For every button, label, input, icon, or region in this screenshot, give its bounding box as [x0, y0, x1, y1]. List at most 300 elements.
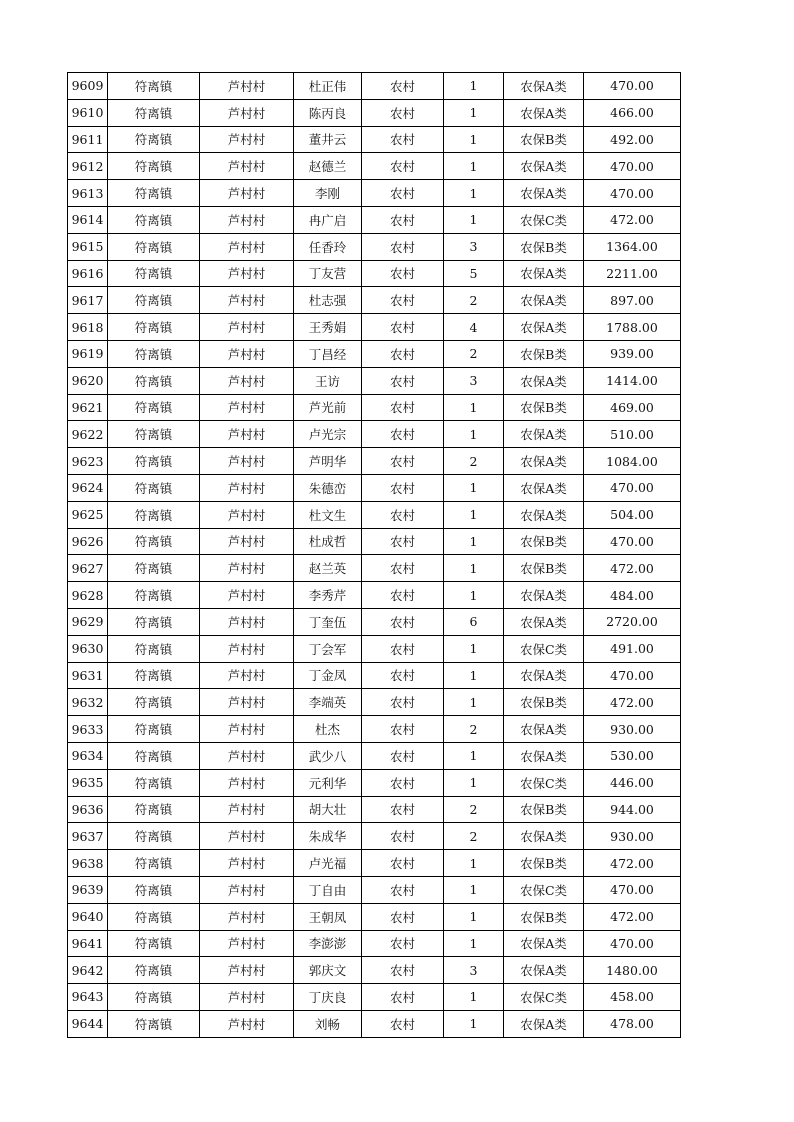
- amount-cell: 504.00: [584, 501, 681, 528]
- insurance-category-cell: 农保A类: [504, 367, 584, 394]
- table-row: [68, 984, 681, 1011]
- insurance-category-cell: 农保A类: [504, 474, 584, 501]
- amount-cell: 470.00: [584, 930, 681, 957]
- household-size-cell: 1: [444, 153, 504, 180]
- household-size-cell: 1: [444, 662, 504, 689]
- record-number: 9620: [68, 367, 108, 394]
- insurance-category-cell: 农保A类: [504, 582, 584, 609]
- amount-cell: 930.00: [584, 823, 681, 850]
- record-number: 9610: [68, 99, 108, 126]
- household-size-cell: 2: [444, 823, 504, 850]
- village-cell: 芦村村: [200, 582, 294, 609]
- table-row: [68, 421, 681, 448]
- name-cell: 杜杰: [294, 716, 362, 743]
- name-cell: 卢光宗: [294, 421, 362, 448]
- household-size-cell: 3: [444, 233, 504, 260]
- area-type-cell: 农村: [362, 206, 444, 233]
- household-size-cell: 1: [444, 126, 504, 153]
- table-row: [68, 180, 681, 207]
- village-cell: 芦村村: [200, 153, 294, 180]
- town-cell: 符离镇: [108, 555, 200, 582]
- name-cell: 芦光前: [294, 394, 362, 421]
- amount-cell: 492.00: [584, 126, 681, 153]
- area-type-cell: 农村: [362, 287, 444, 314]
- town-cell: 符离镇: [108, 930, 200, 957]
- name-cell: 丁昌经: [294, 340, 362, 367]
- village-cell: 芦村村: [200, 957, 294, 984]
- area-type-cell: 农村: [362, 233, 444, 260]
- record-number: 9638: [68, 850, 108, 877]
- town-cell: 符离镇: [108, 394, 200, 421]
- record-number: 9612: [68, 153, 108, 180]
- name-cell: 李秀芹: [294, 582, 362, 609]
- town-cell: 符离镇: [108, 662, 200, 689]
- name-cell: 杜成哲: [294, 528, 362, 555]
- village-cell: 芦村村: [200, 555, 294, 582]
- insurance-category-cell: 农保A类: [504, 1010, 584, 1037]
- table-row: [68, 850, 681, 877]
- name-cell: 王朝凤: [294, 903, 362, 930]
- record-number: 9623: [68, 448, 108, 475]
- table-row: [68, 716, 681, 743]
- record-number: 9633: [68, 716, 108, 743]
- area-type-cell: 农村: [362, 850, 444, 877]
- insurance-category-cell: 农保A类: [504, 99, 584, 126]
- name-cell: 董井云: [294, 126, 362, 153]
- name-cell: 元利华: [294, 769, 362, 796]
- name-cell: 杜志强: [294, 287, 362, 314]
- town-cell: 符离镇: [108, 876, 200, 903]
- household-size-cell: 1: [444, 769, 504, 796]
- insurance-category-cell: 农保B类: [504, 796, 584, 823]
- household-size-cell: 1: [444, 582, 504, 609]
- village-cell: 芦村村: [200, 73, 294, 100]
- village-cell: 芦村村: [200, 474, 294, 501]
- insurance-category-cell: 农保C类: [504, 769, 584, 796]
- table-row: [68, 206, 681, 233]
- area-type-cell: 农村: [362, 608, 444, 635]
- amount-cell: 470.00: [584, 73, 681, 100]
- area-type-cell: 农村: [362, 555, 444, 582]
- town-cell: 符离镇: [108, 528, 200, 555]
- area-type-cell: 农村: [362, 876, 444, 903]
- insurance-category-cell: 农保B类: [504, 528, 584, 555]
- table-row: [68, 876, 681, 903]
- insurance-category-cell: 农保A类: [504, 180, 584, 207]
- table-row: [68, 394, 681, 421]
- household-size-cell: 1: [444, 930, 504, 957]
- area-type-cell: 农村: [362, 823, 444, 850]
- town-cell: 符离镇: [108, 287, 200, 314]
- table-row: [68, 1010, 681, 1037]
- record-number: 9636: [68, 796, 108, 823]
- household-size-cell: 1: [444, 742, 504, 769]
- village-cell: 芦村村: [200, 689, 294, 716]
- table-row: [68, 287, 681, 314]
- record-number: 9632: [68, 689, 108, 716]
- household-size-cell: 1: [444, 876, 504, 903]
- village-cell: 芦村村: [200, 930, 294, 957]
- table-row: [68, 742, 681, 769]
- town-cell: 符离镇: [108, 126, 200, 153]
- amount-cell: 472.00: [584, 689, 681, 716]
- insurance-category-cell: 农保B类: [504, 555, 584, 582]
- record-number: 9628: [68, 582, 108, 609]
- village-cell: 芦村村: [200, 287, 294, 314]
- household-size-cell: 1: [444, 206, 504, 233]
- record-number: 9619: [68, 340, 108, 367]
- town-cell: 符离镇: [108, 448, 200, 475]
- village-cell: 芦村村: [200, 903, 294, 930]
- insurance-category-cell: 农保B类: [504, 850, 584, 877]
- area-type-cell: 农村: [362, 180, 444, 207]
- area-type-cell: 农村: [362, 930, 444, 957]
- amount-cell: 1084.00: [584, 448, 681, 475]
- name-cell: 丁奎伍: [294, 608, 362, 635]
- name-cell: 武少八: [294, 742, 362, 769]
- table-row: [68, 662, 681, 689]
- village-cell: 芦村村: [200, 233, 294, 260]
- village-cell: 芦村村: [200, 662, 294, 689]
- town-cell: 符离镇: [108, 180, 200, 207]
- name-cell: 陈丙良: [294, 99, 362, 126]
- table-row: [68, 635, 681, 662]
- record-number: 9622: [68, 421, 108, 448]
- record-number: 9617: [68, 287, 108, 314]
- amount-cell: 897.00: [584, 287, 681, 314]
- table-row: [68, 769, 681, 796]
- insurance-category-cell: 农保C类: [504, 206, 584, 233]
- area-type-cell: 农村: [362, 984, 444, 1011]
- area-type-cell: 农村: [362, 448, 444, 475]
- name-cell: 芦明华: [294, 448, 362, 475]
- table-row: [68, 608, 681, 635]
- area-type-cell: 农村: [362, 1010, 444, 1037]
- insurance-category-cell: 农保A类: [504, 823, 584, 850]
- town-cell: 符离镇: [108, 984, 200, 1011]
- table-row: [68, 689, 681, 716]
- insurance-category-cell: 农保A类: [504, 260, 584, 287]
- table-row: [68, 528, 681, 555]
- amount-cell: 1364.00: [584, 233, 681, 260]
- record-number: 9609: [68, 73, 108, 100]
- table-row: [68, 903, 681, 930]
- town-cell: 符离镇: [108, 957, 200, 984]
- household-size-cell: 1: [444, 555, 504, 582]
- insurance-category-cell: 农保A类: [504, 608, 584, 635]
- table-row: [68, 930, 681, 957]
- table-row: [68, 340, 681, 367]
- table-row: [68, 73, 681, 100]
- amount-cell: 472.00: [584, 850, 681, 877]
- insurance-category-cell: 农保A类: [504, 662, 584, 689]
- record-number: 9626: [68, 528, 108, 555]
- insurance-category-cell: 农保C类: [504, 876, 584, 903]
- insurance-category-cell: 农保B类: [504, 233, 584, 260]
- name-cell: 丁庆良: [294, 984, 362, 1011]
- town-cell: 符离镇: [108, 73, 200, 100]
- area-type-cell: 农村: [362, 662, 444, 689]
- amount-cell: 491.00: [584, 635, 681, 662]
- insurance-category-cell: 农保B类: [504, 126, 584, 153]
- area-type-cell: 农村: [362, 394, 444, 421]
- insurance-category-cell: 农保A类: [504, 716, 584, 743]
- amount-cell: 939.00: [584, 340, 681, 367]
- name-cell: 卢光福: [294, 850, 362, 877]
- household-size-cell: 1: [444, 984, 504, 1011]
- household-size-cell: 3: [444, 957, 504, 984]
- area-type-cell: 农村: [362, 689, 444, 716]
- town-cell: 符离镇: [108, 421, 200, 448]
- amount-cell: 1788.00: [584, 314, 681, 341]
- town-cell: 符离镇: [108, 474, 200, 501]
- amount-cell: 458.00: [584, 984, 681, 1011]
- village-cell: 芦村村: [200, 421, 294, 448]
- name-cell: 王秀娟: [294, 314, 362, 341]
- area-type-cell: 农村: [362, 501, 444, 528]
- household-size-cell: 3: [444, 367, 504, 394]
- insurance-category-cell: 农保C类: [504, 635, 584, 662]
- insurance-category-cell: 农保A类: [504, 448, 584, 475]
- record-number: 9624: [68, 474, 108, 501]
- village-cell: 芦村村: [200, 608, 294, 635]
- amount-cell: 470.00: [584, 528, 681, 555]
- name-cell: 李刚: [294, 180, 362, 207]
- record-number: 9640: [68, 903, 108, 930]
- insurance-category-cell: 农保C类: [504, 984, 584, 1011]
- record-number: 9625: [68, 501, 108, 528]
- name-cell: 杜文生: [294, 501, 362, 528]
- table-row: [68, 448, 681, 475]
- insurance-category-cell: 农保A类: [504, 153, 584, 180]
- household-size-cell: 1: [444, 99, 504, 126]
- village-cell: 芦村村: [200, 501, 294, 528]
- insurance-category-cell: 农保B类: [504, 394, 584, 421]
- area-type-cell: 农村: [362, 769, 444, 796]
- name-cell: 王访: [294, 367, 362, 394]
- town-cell: 符离镇: [108, 716, 200, 743]
- name-cell: 任香玲: [294, 233, 362, 260]
- household-size-cell: 1: [444, 180, 504, 207]
- table-row: [68, 796, 681, 823]
- town-cell: 符离镇: [108, 314, 200, 341]
- record-number: 9641: [68, 930, 108, 957]
- household-size-cell: 2: [444, 448, 504, 475]
- record-number: 9611: [68, 126, 108, 153]
- town-cell: 符离镇: [108, 796, 200, 823]
- town-cell: 符离镇: [108, 608, 200, 635]
- village-cell: 芦村村: [200, 448, 294, 475]
- amount-cell: 484.00: [584, 582, 681, 609]
- area-type-cell: 农村: [362, 903, 444, 930]
- record-number: 9615: [68, 233, 108, 260]
- insurance-category-cell: 农保B类: [504, 340, 584, 367]
- village-cell: 芦村村: [200, 823, 294, 850]
- record-number: 9629: [68, 608, 108, 635]
- amount-cell: 472.00: [584, 206, 681, 233]
- town-cell: 符离镇: [108, 260, 200, 287]
- record-number: 9644: [68, 1010, 108, 1037]
- amount-cell: 470.00: [584, 474, 681, 501]
- record-number: 9614: [68, 206, 108, 233]
- amount-cell: 2720.00: [584, 608, 681, 635]
- town-cell: 符离镇: [108, 742, 200, 769]
- area-type-cell: 农村: [362, 716, 444, 743]
- household-size-cell: 2: [444, 716, 504, 743]
- household-size-cell: 6: [444, 608, 504, 635]
- household-size-cell: 1: [444, 1010, 504, 1037]
- table-row: [68, 99, 681, 126]
- area-type-cell: 农村: [362, 73, 444, 100]
- town-cell: 符离镇: [108, 1010, 200, 1037]
- record-number: 9634: [68, 742, 108, 769]
- village-cell: 芦村村: [200, 206, 294, 233]
- record-number: 9643: [68, 984, 108, 1011]
- town-cell: 符离镇: [108, 582, 200, 609]
- table-row: [68, 957, 681, 984]
- table-row: [68, 501, 681, 528]
- amount-cell: 1480.00: [584, 957, 681, 984]
- table-row: [68, 260, 681, 287]
- household-size-cell: 4: [444, 314, 504, 341]
- amount-cell: 472.00: [584, 903, 681, 930]
- village-cell: 芦村村: [200, 260, 294, 287]
- area-type-cell: 农村: [362, 99, 444, 126]
- name-cell: 朱德峦: [294, 474, 362, 501]
- village-cell: 芦村村: [200, 394, 294, 421]
- name-cell: 丁自由: [294, 876, 362, 903]
- town-cell: 符离镇: [108, 233, 200, 260]
- town-cell: 符离镇: [108, 769, 200, 796]
- name-cell: 李澎澎: [294, 930, 362, 957]
- town-cell: 符离镇: [108, 903, 200, 930]
- household-size-cell: 1: [444, 528, 504, 555]
- record-number: 9616: [68, 260, 108, 287]
- area-type-cell: 农村: [362, 796, 444, 823]
- insurance-category-cell: 农保A类: [504, 501, 584, 528]
- area-type-cell: 农村: [362, 126, 444, 153]
- village-cell: 芦村村: [200, 528, 294, 555]
- village-cell: 芦村村: [200, 340, 294, 367]
- area-type-cell: 农村: [362, 421, 444, 448]
- town-cell: 符离镇: [108, 501, 200, 528]
- record-number: 9613: [68, 180, 108, 207]
- insurance-category-cell: 农保A类: [504, 742, 584, 769]
- household-size-cell: 1: [444, 474, 504, 501]
- town-cell: 符离镇: [108, 850, 200, 877]
- insurance-category-cell: 农保B类: [504, 903, 584, 930]
- village-cell: 芦村村: [200, 984, 294, 1011]
- household-size-cell: 1: [444, 73, 504, 100]
- village-cell: 芦村村: [200, 876, 294, 903]
- household-size-cell: 1: [444, 394, 504, 421]
- household-size-cell: 2: [444, 340, 504, 367]
- area-type-cell: 农村: [362, 340, 444, 367]
- town-cell: 符离镇: [108, 206, 200, 233]
- household-size-cell: 2: [444, 287, 504, 314]
- town-cell: 符离镇: [108, 689, 200, 716]
- area-type-cell: 农村: [362, 957, 444, 984]
- table-row: [68, 823, 681, 850]
- table-row: [68, 555, 681, 582]
- area-type-cell: 农村: [362, 153, 444, 180]
- area-type-cell: 农村: [362, 742, 444, 769]
- town-cell: 符离镇: [108, 99, 200, 126]
- town-cell: 符离镇: [108, 340, 200, 367]
- insurance-category-cell: 农保A类: [504, 421, 584, 448]
- amount-cell: 478.00: [584, 1010, 681, 1037]
- household-size-cell: 1: [444, 501, 504, 528]
- table-row: [68, 474, 681, 501]
- village-cell: 芦村村: [200, 742, 294, 769]
- village-cell: 芦村村: [200, 180, 294, 207]
- name-cell: 杜正伟: [294, 73, 362, 100]
- record-number: 9621: [68, 394, 108, 421]
- household-size-cell: 1: [444, 850, 504, 877]
- insurance-category-cell: 农保A类: [504, 73, 584, 100]
- amount-cell: 944.00: [584, 796, 681, 823]
- area-type-cell: 农村: [362, 260, 444, 287]
- village-cell: 芦村村: [200, 796, 294, 823]
- village-cell: 芦村村: [200, 314, 294, 341]
- amount-cell: 2211.00: [584, 260, 681, 287]
- insurance-category-cell: 农保B类: [504, 689, 584, 716]
- name-cell: 丁金凤: [294, 662, 362, 689]
- insurance-category-cell: 农保A类: [504, 287, 584, 314]
- amount-cell: 470.00: [584, 153, 681, 180]
- amount-cell: 470.00: [584, 180, 681, 207]
- village-cell: 芦村村: [200, 716, 294, 743]
- amount-cell: 466.00: [584, 99, 681, 126]
- town-cell: 符离镇: [108, 635, 200, 662]
- record-number: 9635: [68, 769, 108, 796]
- amount-cell: 530.00: [584, 742, 681, 769]
- village-cell: 芦村村: [200, 850, 294, 877]
- insurance-category-cell: 农保A类: [504, 930, 584, 957]
- amount-cell: 470.00: [584, 876, 681, 903]
- village-cell: 芦村村: [200, 635, 294, 662]
- table-row: [68, 582, 681, 609]
- record-number: 9627: [68, 555, 108, 582]
- area-type-cell: 农村: [362, 367, 444, 394]
- table-row: [68, 314, 681, 341]
- area-type-cell: 农村: [362, 635, 444, 662]
- area-type-cell: 农村: [362, 582, 444, 609]
- amount-cell: 469.00: [584, 394, 681, 421]
- record-number: 9631: [68, 662, 108, 689]
- village-cell: 芦村村: [200, 1010, 294, 1037]
- record-number: 9642: [68, 957, 108, 984]
- town-cell: 符离镇: [108, 153, 200, 180]
- amount-cell: 510.00: [584, 421, 681, 448]
- area-type-cell: 农村: [362, 314, 444, 341]
- record-number: 9639: [68, 876, 108, 903]
- name-cell: 郭庆文: [294, 957, 362, 984]
- village-cell: 芦村村: [200, 367, 294, 394]
- town-cell: 符离镇: [108, 367, 200, 394]
- household-size-cell: 1: [444, 903, 504, 930]
- name-cell: 赵德兰: [294, 153, 362, 180]
- table-row: [68, 153, 681, 180]
- name-cell: 冉广启: [294, 206, 362, 233]
- name-cell: 丁会军: [294, 635, 362, 662]
- record-number: 9618: [68, 314, 108, 341]
- records-table-body: [68, 73, 681, 1038]
- name-cell: 丁友营: [294, 260, 362, 287]
- amount-cell: 472.00: [584, 555, 681, 582]
- record-number: 9637: [68, 823, 108, 850]
- village-cell: 芦村村: [200, 99, 294, 126]
